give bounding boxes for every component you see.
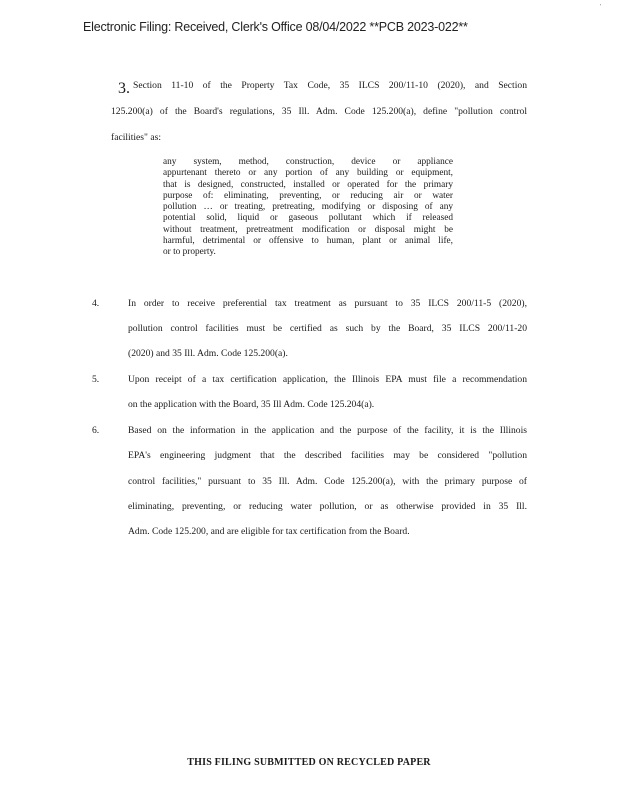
paragraph-4-number: 4. [92, 298, 100, 309]
recycled-paper-footer: THIS FILING SUBMITTED ON RECYCLED PAPER [187, 757, 431, 768]
paragraph-3-line-2: 125.200(a) of the Board's regulations, 35 Ill. Adm. Code 125.200(a), define "pollution control [111, 106, 527, 117]
paragraph-5-line-2: on the application with the Board, 35 Ill Adm. Code 125.204(a). [128, 399, 375, 410]
block-quote [163, 157, 453, 259]
quote-line: that is designed, constructed, installed or operated for the primary [163, 179, 453, 190]
paragraph-6-line-3: control facilities," pursuant to 35 Ill. Adm. Code 125.200(a), with the primary purpose of [128, 476, 527, 487]
paragraph-6-line-2: EPA's engineering judgment that the described facilities may be considered "pollution [128, 450, 527, 461]
paragraph-4-line-1: In order to receive preferential tax treatment as pursuant to 35 ILCS 200/11-5 (2020), [128, 298, 527, 309]
paragraph-3-line-1: Section 11-10 of the Property Tax Code, 35 ILCS 200/11-10 (2020), and Section [133, 80, 527, 91]
paragraph-3-number: 3. [118, 80, 130, 97]
quote-line: harmful, detrimental or offensive to human, plant or animal life, [163, 236, 453, 247]
paragraph-6-line-5: Adm. Code 125.200, and are eligible for tax certification from the Board. [128, 526, 410, 537]
paragraph-6-line-1: Based on the information in the application and the purpose of the facility, it is the Illinois [128, 425, 527, 436]
paragraph-5-line-1: Upon receipt of a tax certification application, the Illinois EPA must file a recommendation [128, 374, 527, 385]
quote-line: any system, method, construction, device or appliance [163, 157, 453, 167]
quote-line: pollution … or treating, pretreating, modifying or disposing of any [163, 202, 453, 213]
paragraph-6-line-4: eliminating, preventing, or reducing water pollution, or as otherwise provided in 35 Ill. [128, 501, 527, 512]
quote-line: without treatment, pretreatment modification or disposal might be [163, 224, 453, 235]
paragraph-4-line-2: pollution control facilities must be certified as such by the Board, 35 ILCS 200/11-20 [128, 323, 527, 334]
paragraph-5-number: 5. [92, 374, 100, 385]
quote-line: or to property. [163, 247, 216, 258]
quote-line: appurtenant thereto or any portion of any building or equipment, [163, 168, 453, 179]
paragraph-6-number: 6. [92, 425, 100, 436]
corner-mark: ' [600, 4, 602, 10]
filing-stamp-header: Electronic Filing: Received, Clerk's Office 08/04/2022 **PCB 2023-022** [83, 20, 468, 34]
quote-line: purpose of: eliminating, preventing, or reducing air or water [163, 190, 453, 201]
paragraph-3-line-3: facilities" as: [111, 132, 162, 143]
paragraph-4-line-3: (2020) and 35 Ill. Adm. Code 125.200(a). [128, 348, 288, 359]
quote-line: potential solid, liquid or gaseous pollutant which if released [163, 213, 453, 224]
